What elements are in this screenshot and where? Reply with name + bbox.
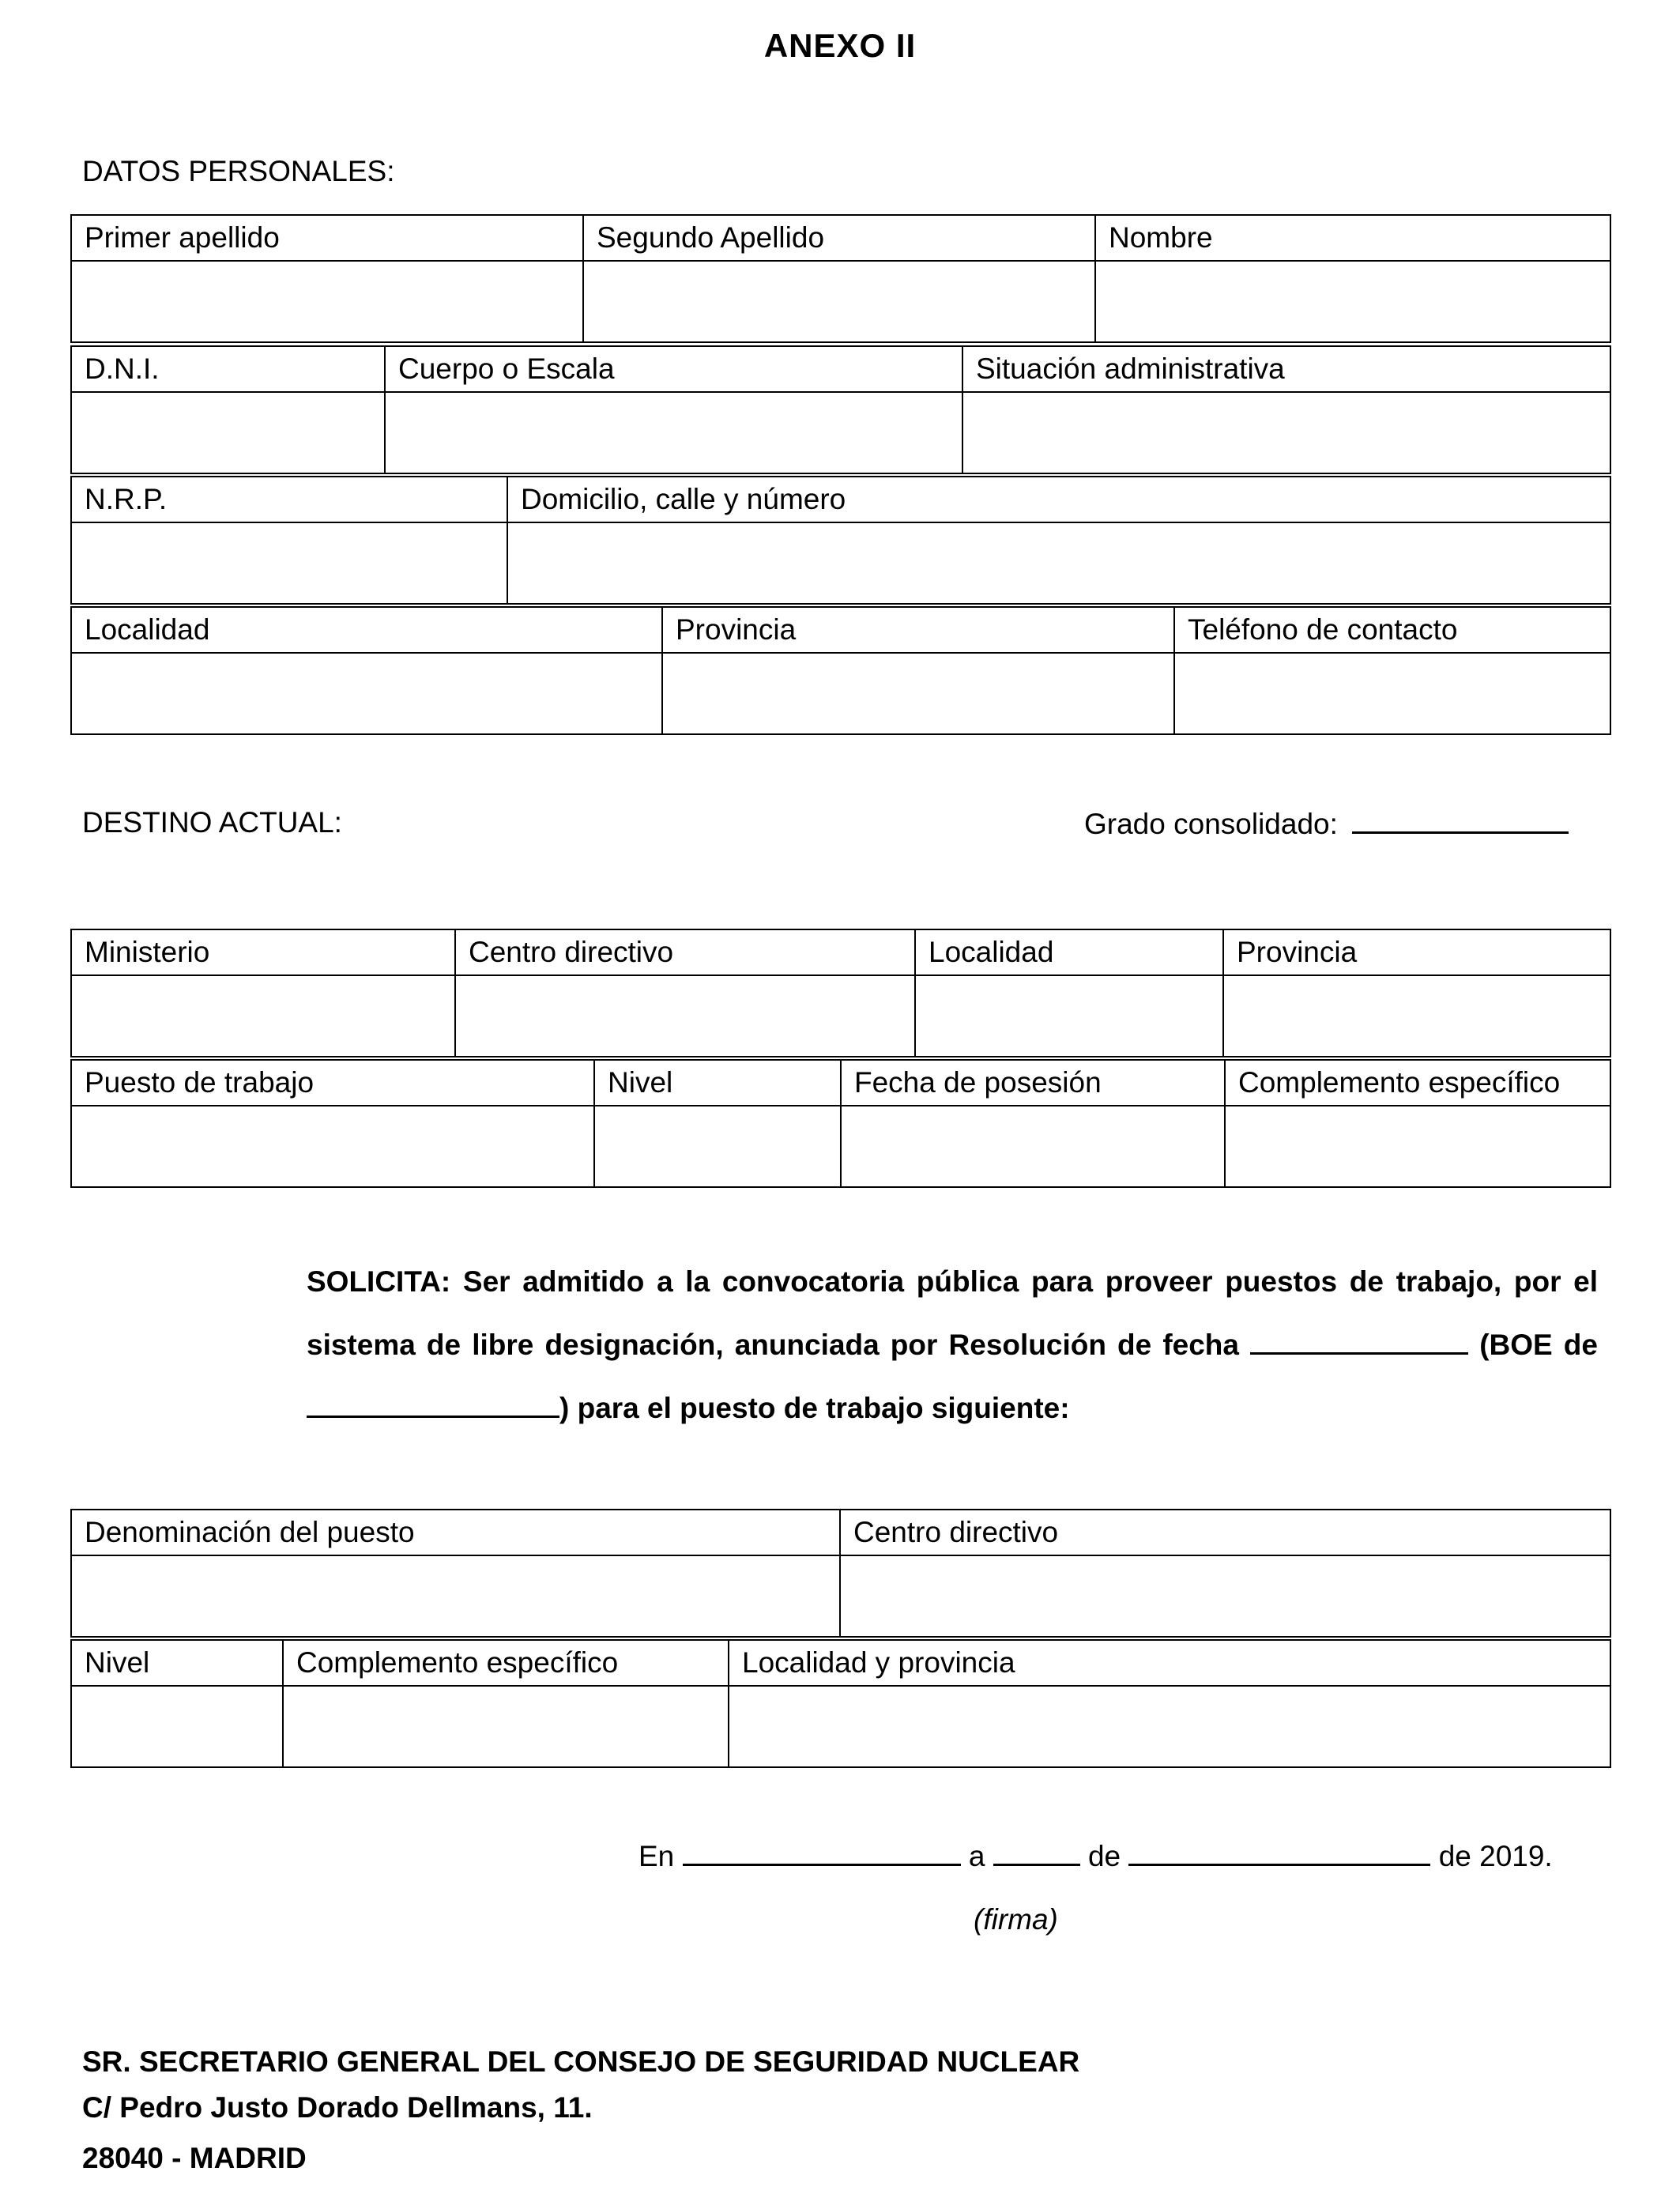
date-a: a [968, 1840, 985, 1872]
grado-consolidado [1084, 806, 1569, 841]
label-complemento-especifico: Complemento específico [1225, 1060, 1610, 1106]
field-domicilio[interactable] [507, 522, 1610, 604]
field-puesto-de-trabajo[interactable] [71, 1106, 594, 1187]
solicita-text: Ser admitido a la convocatoria pública para proveer puestos de trabajo, por el sistema de libre designación, anunciada por Resolución de fecha [307, 1265, 1598, 1361]
label-ministerio: Ministerio [71, 929, 455, 975]
label-localidad: Localidad [71, 607, 662, 653]
firma-label: (firma) [974, 1903, 1058, 1936]
field-complemento-especifico[interactable] [1225, 1106, 1610, 1187]
field-localidad[interactable] [71, 653, 662, 734]
field-segundo-apellido[interactable] [583, 261, 1095, 342]
grado-consolidado-field[interactable] [1352, 806, 1569, 834]
label-nivel: Nivel [594, 1060, 841, 1106]
label-localidad-provincia: Localidad y provincia [729, 1640, 1610, 1686]
label-nrp: N.R.P. [71, 477, 507, 522]
field-nivel-puesto[interactable] [71, 1686, 283, 1767]
label-puesto-de-trabajo: Puesto de trabajo [71, 1060, 594, 1106]
field-nivel[interactable] [594, 1106, 841, 1187]
field-provincia-destino[interactable] [1223, 975, 1610, 1057]
field-primer-apellido[interactable] [71, 261, 583, 342]
label-fecha-posesion: Fecha de posesión [841, 1060, 1225, 1106]
label-denominacion-puesto: Denominación del puesto [71, 1510, 840, 1555]
field-telefono[interactable] [1174, 653, 1610, 734]
label-centro-directivo: Centro directivo [455, 929, 915, 975]
datos-personales-table [70, 214, 1611, 343]
field-situacion-administrativa[interactable] [962, 392, 1610, 473]
date-month-field[interactable] [1128, 1838, 1430, 1866]
puesto-solicitado-table [70, 1509, 1611, 1638]
field-nombre[interactable] [1095, 261, 1610, 342]
label-centro-directivo-puesto: Centro directivo [840, 1510, 1610, 1555]
destino-actual-table [70, 929, 1611, 1057]
label-localidad-destino: Localidad [915, 929, 1223, 975]
datos-personales-table-2 [70, 345, 1611, 474]
recipient-line-2: C/ Pedro Justo Dorado Dellmans, 11. [82, 2091, 593, 2124]
boe-fecha-field[interactable] [307, 1390, 559, 1418]
label-nivel-puesto: Nivel [71, 1640, 283, 1686]
field-cuerpo-escala[interactable] [385, 392, 962, 473]
field-localidad-destino[interactable] [915, 975, 1223, 1057]
date-line [638, 1838, 1553, 1873]
label-provincia-destino: Provincia [1223, 929, 1610, 975]
field-fecha-posesion[interactable] [841, 1106, 1225, 1187]
recipient-line-1: SR. SECRETARIO GENERAL DEL CONSEJO DE SEGURIDAD NUCLEAR [82, 2045, 1080, 2078]
field-centro-directivo[interactable] [455, 975, 915, 1057]
date-de: de [1087, 1840, 1121, 1872]
solicita-prefix: SOLICITA: [307, 1265, 451, 1298]
date-en: En [638, 1840, 675, 1872]
label-dni: D.N.I. [71, 346, 385, 392]
date-year: de 2019. [1438, 1840, 1553, 1872]
label-segundo-apellido: Segundo Apellido [583, 215, 1095, 261]
field-nrp[interactable] [71, 522, 507, 604]
label-situacion-administrativa: Situación administrativa [962, 346, 1610, 392]
field-dni[interactable] [71, 392, 385, 473]
fecha-resolucion-field[interactable] [1250, 1327, 1468, 1355]
puesto-solicitado-table-2 [70, 1639, 1611, 1768]
field-ministerio[interactable] [71, 975, 455, 1057]
field-denominacion-puesto[interactable] [71, 1555, 840, 1637]
field-localidad-provincia[interactable] [729, 1686, 1610, 1767]
label-primer-apellido: Primer apellido [71, 215, 583, 261]
date-place-field[interactable] [683, 1838, 961, 1866]
field-complemento-puesto[interactable] [283, 1686, 729, 1767]
field-provincia[interactable] [662, 653, 1174, 734]
date-day-field[interactable] [993, 1838, 1080, 1866]
page-title: ANEXO II [763, 27, 917, 64]
label-provincia: Provincia [662, 607, 1174, 653]
label-cuerpo-escala: Cuerpo o Escala [385, 346, 962, 392]
section-heading-destino-actual: DESTINO ACTUAL: [82, 806, 342, 839]
label-domicilio: Domicilio, calle y número [507, 477, 1610, 522]
section-heading-datos-personales: DATOS PERSONALES: [82, 155, 395, 187]
recipient-line-3: 28040 - MADRID [82, 2142, 307, 2174]
label-nombre: Nombre [1095, 215, 1610, 261]
solicita-end: ) para el puesto de trabajo siguiente: [559, 1392, 1070, 1424]
solicita-paragraph [307, 1250, 1598, 1440]
solicita-boe: (BOE de [1479, 1329, 1598, 1361]
label-complemento-puesto: Complemento específico [283, 1640, 729, 1686]
field-centro-directivo-puesto[interactable] [840, 1555, 1610, 1637]
destino-actual-table-2 [70, 1059, 1611, 1188]
datos-personales-table-3 [70, 476, 1611, 605]
datos-personales-table-4 [70, 606, 1611, 735]
grado-consolidado-label: Grado consolidado: [1084, 808, 1338, 840]
label-telefono: Teléfono de contacto [1174, 607, 1610, 653]
